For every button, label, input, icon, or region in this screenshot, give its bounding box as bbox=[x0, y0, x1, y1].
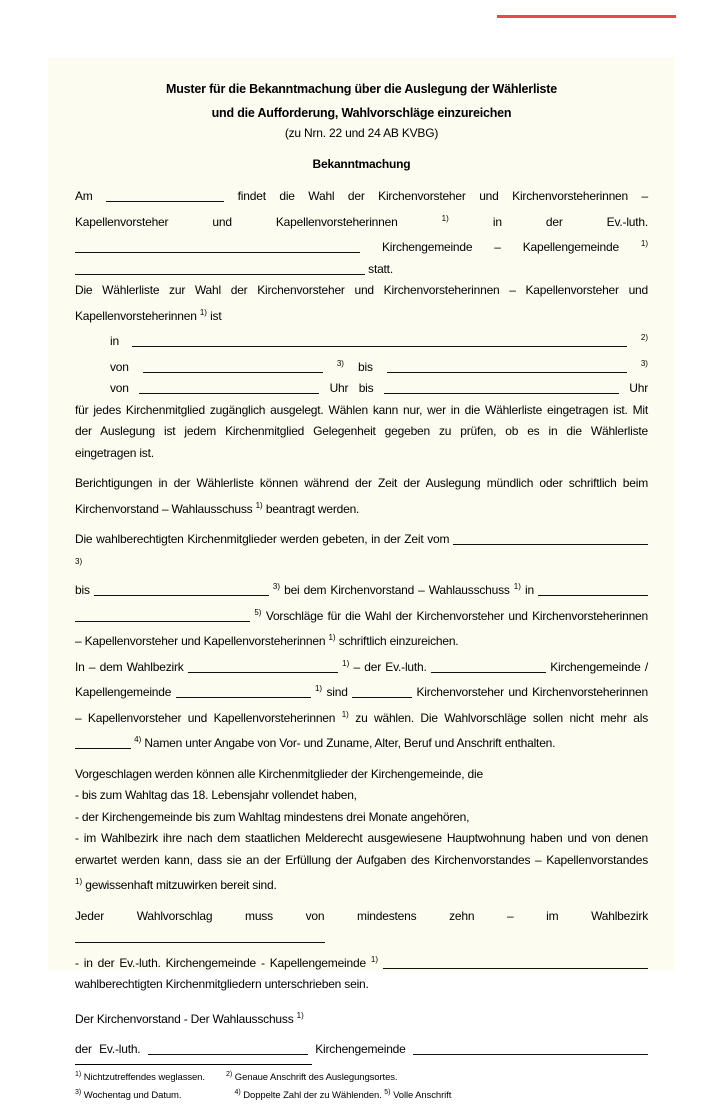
document-title-line2 bbox=[75, 101, 648, 125]
text-run: statt. bbox=[368, 261, 393, 276]
footnote-marker: 4) bbox=[134, 735, 142, 744]
fill-in-blank bbox=[132, 335, 627, 347]
text-line bbox=[75, 259, 648, 281]
fill-in-blank bbox=[413, 1043, 648, 1055]
text-run: Vorgeschlagen werden können alle Kirchenmitglieder der Kirchengemeinde, die bbox=[75, 766, 483, 781]
footnote-marker: 1) bbox=[255, 500, 263, 510]
document-lines bbox=[75, 77, 648, 1104]
fill-in-blank bbox=[94, 584, 269, 596]
fill-in-blank bbox=[384, 382, 619, 394]
text-run: von bbox=[110, 359, 129, 374]
text-line bbox=[75, 729, 648, 755]
text-run: gewissenhaft mitzuwirken bereit sind. bbox=[85, 878, 277, 892]
text-run: - im Wahlbezirk ihre nach dem staatlichen Melderecht ausgewiesene Hauptwohnung haben und von denen bbox=[75, 831, 648, 845]
fill-in-blank bbox=[75, 737, 131, 749]
text-run: eingetragen ist. bbox=[75, 445, 154, 460]
text-run: schriftlich einzureichen. bbox=[338, 634, 459, 648]
text-run: ist bbox=[210, 308, 222, 323]
text-run: sind bbox=[326, 685, 348, 699]
text-line bbox=[75, 208, 648, 234]
text-line bbox=[75, 906, 648, 949]
text-run: – Kapellenvorsteher und Kapellenvorsteherinnen bbox=[75, 710, 336, 725]
text-run: - bis zum Wahltag das 18. Lebensjahr vollendet haben, bbox=[75, 788, 357, 802]
text-run: Uhr bis bbox=[329, 381, 374, 395]
footnote-marker: 1) bbox=[513, 582, 521, 591]
text-line bbox=[75, 704, 648, 730]
footnote-marker: 1) bbox=[296, 1010, 304, 1020]
footnote-marker: 3) bbox=[75, 556, 83, 566]
footnote-marker: 5) bbox=[254, 607, 262, 617]
text-run: wahlberechtigten Kirchenmitgliedern unterschrieben sein. bbox=[75, 977, 369, 991]
text-run: - der Kirchengemeinde bis zum Wahltag mindestens drei Monate angehören, bbox=[75, 809, 470, 824]
text-run: Kirchengemeinde – Kapellengemeinde bbox=[381, 240, 619, 254]
fill-in-blank bbox=[431, 661, 546, 673]
text-line bbox=[75, 280, 648, 302]
footnote-marker: 1) bbox=[342, 658, 350, 668]
text-run: Kapellenvorsteherinnen bbox=[75, 308, 200, 323]
text-line bbox=[75, 421, 648, 443]
text-run: bei dem Kirchenvorstand – Wahlausschuss bbox=[284, 583, 510, 597]
text-run: in bbox=[525, 583, 534, 597]
text-line bbox=[75, 627, 648, 653]
text-line bbox=[75, 1039, 648, 1061]
footnote-marker: 1) bbox=[640, 239, 648, 248]
footnote-marker: 3) bbox=[272, 582, 281, 591]
text-run: Kirchengemeinde bbox=[315, 1042, 406, 1056]
fill-in-blank bbox=[75, 610, 250, 622]
text-run: Uhr bbox=[629, 381, 648, 395]
text-line bbox=[75, 576, 648, 602]
fill-in-blank bbox=[143, 361, 323, 373]
text-run: von bbox=[110, 381, 129, 395]
text-line bbox=[75, 949, 648, 975]
text-line bbox=[75, 678, 648, 704]
column-spacer bbox=[207, 1079, 223, 1080]
text-run: Am bbox=[75, 189, 93, 203]
footnote-marker: 3) bbox=[640, 358, 648, 368]
text-run: Namen unter Angabe von Vor- und Zuname, Alter, Beruf und Anschrift enthalten. bbox=[144, 736, 556, 750]
text-run: Vorschläge für die Wahl der Kirchenvorsteher und Kirchenvorsteherinnen bbox=[265, 608, 648, 623]
text-run: Die Wählerliste zur Wahl der Kirchenvorsteher und Kirchenvorsteherinnen – Kapellenvorsteher und bbox=[75, 283, 648, 297]
footnote-row-2 bbox=[75, 1085, 648, 1104]
text-line bbox=[75, 495, 648, 521]
text-run: Bekanntmachung bbox=[312, 157, 411, 171]
text-run: Der Kirchenvorstand - Der Wahlausschuss bbox=[75, 1011, 297, 1026]
text-line bbox=[75, 871, 648, 897]
fill-in-blank bbox=[453, 533, 648, 545]
document-page bbox=[48, 57, 674, 1101]
text-line bbox=[75, 602, 648, 628]
text-line bbox=[75, 327, 648, 353]
text-run: Die wahlberechtigten Kirchenmitglieder werden gebeten, in der Zeit vom bbox=[75, 532, 450, 546]
text-run: – der Ev.-luth. bbox=[353, 659, 427, 674]
footnote-marker: 1) bbox=[75, 1070, 82, 1078]
footnote-separator bbox=[75, 1064, 312, 1065]
text-line bbox=[75, 186, 648, 208]
text-run: und die Aufforderung, Wahlvorschläge einzureichen bbox=[211, 106, 512, 120]
text-run: - in der Ev.-luth. Kirchengemeinde - Kapellengemeinde bbox=[75, 955, 366, 970]
text-run: Kirchenvorsteher und Kirchenvorsteherinnen bbox=[416, 685, 648, 699]
text-run: In – dem Wahlbezirk bbox=[75, 659, 184, 674]
text-run: beantragt werden. bbox=[265, 501, 360, 516]
fill-in-blank bbox=[538, 584, 648, 596]
red-annotation-line bbox=[497, 15, 676, 18]
text-line bbox=[75, 807, 648, 829]
text-line bbox=[75, 828, 648, 850]
footnote-marker: 1) bbox=[341, 709, 349, 719]
fill-in-blank bbox=[188, 661, 338, 673]
section-heading bbox=[75, 155, 648, 173]
fill-in-blank bbox=[75, 241, 360, 253]
fill-in-blank bbox=[148, 1043, 308, 1055]
text-run: (zu Nrn. 22 und 24 AB KVBG) bbox=[284, 126, 439, 140]
text-line bbox=[75, 764, 648, 786]
column-spacer bbox=[184, 1097, 232, 1098]
fill-in-blank bbox=[139, 382, 319, 394]
text-line bbox=[75, 473, 648, 495]
fill-in-blank bbox=[387, 361, 627, 373]
footnote-marker: 4) bbox=[234, 1089, 241, 1096]
footnote-marker: 3) bbox=[75, 1089, 82, 1096]
text-line bbox=[75, 443, 648, 465]
fill-in-blank bbox=[106, 190, 224, 202]
document-title-line3 bbox=[75, 125, 648, 142]
footnote-marker: 1) bbox=[441, 213, 449, 223]
text-line bbox=[75, 850, 648, 872]
fill-in-blank bbox=[75, 263, 365, 275]
text-run: findet die Wahl der Kirchenvorsteher und Kirchenvorsteherinnen – bbox=[237, 189, 649, 203]
fill-in-blank bbox=[75, 931, 325, 943]
text-run: – Kapellenvorsteher und Kapellenvorsteherinnen bbox=[75, 634, 329, 648]
text-run: in der Ev.-luth. bbox=[492, 214, 649, 229]
text-run: Kapellengemeinde bbox=[75, 685, 172, 699]
footnote-marker: 2) bbox=[640, 333, 649, 342]
footnote-marker: 1) bbox=[75, 877, 83, 886]
text-run: der Ev.-luth. bbox=[75, 1042, 141, 1056]
text-line bbox=[75, 302, 648, 328]
text-line bbox=[75, 785, 648, 807]
text-run: bis bbox=[358, 359, 373, 374]
text-line bbox=[75, 653, 648, 679]
text-line bbox=[75, 378, 648, 400]
text-run: für jedes Kirchenmitglied zugänglich ausgelegt. Wählen kann nur, wer in die Wählerliste eingetragen ist. Mit bbox=[75, 402, 648, 417]
text-run: Kirchenvorstand – Wahlausschuss bbox=[75, 501, 256, 516]
text-line bbox=[75, 353, 648, 379]
text-run: Volle Anschrift bbox=[393, 1090, 452, 1101]
text-run: Jeder Wahlvorschlag muss von mindestens zehn – im Wahlbezirk bbox=[75, 908, 648, 923]
text-run: Berichtigungen in der Wählerliste können während der Zeit der Auslegung mündlich oder schriftlich beim bbox=[75, 476, 648, 490]
text-line bbox=[75, 400, 648, 422]
text-line bbox=[75, 974, 648, 996]
text-run: in bbox=[110, 334, 119, 348]
text-line bbox=[75, 529, 648, 576]
footnote-marker: 1) bbox=[370, 954, 379, 964]
fill-in-blank bbox=[383, 957, 648, 969]
footnote-marker: 1) bbox=[199, 307, 207, 317]
footnote-marker: 5) bbox=[384, 1089, 391, 1096]
fill-in-blank bbox=[176, 686, 311, 698]
footnote-row-1 bbox=[75, 1067, 648, 1086]
footnote-marker: 1) bbox=[328, 633, 336, 642]
document-title-line1 bbox=[75, 77, 648, 101]
signature-line bbox=[75, 1005, 648, 1031]
footnote-marker: 2) bbox=[226, 1070, 233, 1078]
text-run: bis bbox=[75, 583, 90, 597]
text-run: Doppelte Zahl der zu Wählenden. bbox=[243, 1090, 385, 1101]
text-run: erwartet werden kann, dass sie an der Erfüllung der Aufgaben des Kirchenvorstandes – Kapellenvorstandes bbox=[75, 852, 648, 867]
text-line bbox=[75, 233, 648, 259]
footnote-marker: 3) bbox=[336, 358, 344, 368]
footnote-marker: 1) bbox=[314, 684, 323, 693]
text-run: Kapellenvorsteher und Kapellenvorsteherinnen bbox=[75, 214, 398, 229]
fill-in-blank bbox=[352, 686, 412, 698]
text-run: Wochentag und Datum. bbox=[83, 1090, 182, 1101]
text-run: Nichtzutreffendes weglassen. bbox=[83, 1071, 205, 1083]
text-run: Genaue Anschrift des Auslegungsortes. bbox=[234, 1071, 398, 1083]
text-run: der Auslegung ist jedem Kirchenmitglied Gelegenheit gegeben zu prüfen, ob es in die Wählerliste bbox=[75, 424, 648, 438]
text-run: Kirchengemeinde / bbox=[550, 659, 648, 674]
text-run: zu wählen. Die Wahlvorschläge sollen nicht mehr als bbox=[355, 710, 648, 725]
text-run: Muster für die Bekanntmachung über die Auslegung der Wählerliste bbox=[166, 82, 557, 96]
